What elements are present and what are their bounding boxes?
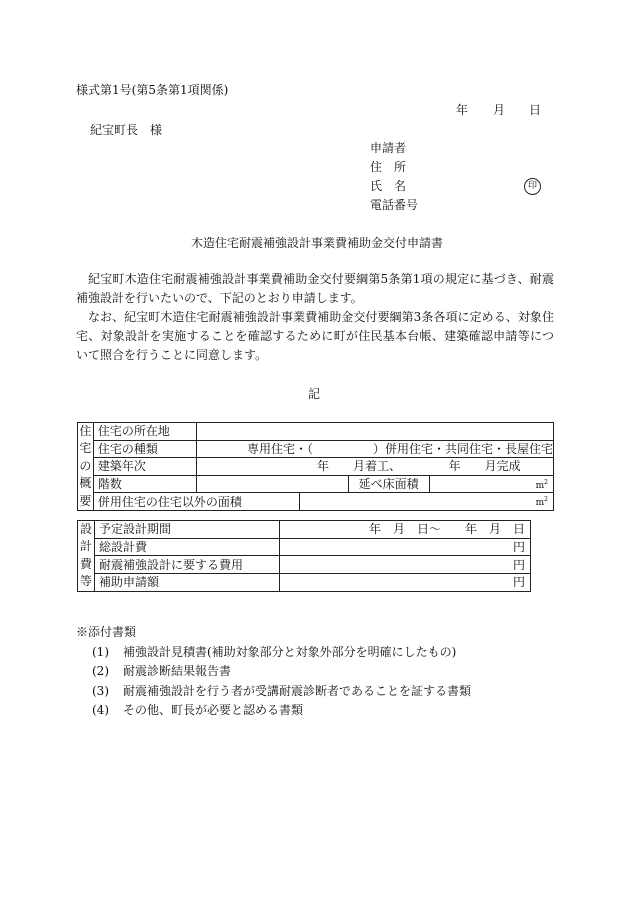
- seismic-cost-value[interactable]: 円: [279, 556, 530, 574]
- location-label: 住宅の所在地: [93, 423, 196, 441]
- total-cost-value[interactable]: 円: [279, 538, 530, 556]
- year-start: 年 月着工、: [316, 459, 401, 474]
- seismic-cost-label: 耐震補強設計に要する費用: [94, 556, 279, 574]
- location-value[interactable]: [196, 423, 553, 441]
- table-row: [78, 556, 531, 574]
- table-row: [78, 521, 531, 539]
- area-unit: $m^2$: [535, 478, 548, 491]
- document-title: 木造住宅耐震補強設計事業費補助金交付申請書: [191, 236, 444, 250]
- form-number: 様式第1号(第5条第1項関係): [76, 83, 229, 97]
- table-row: [78, 475, 554, 493]
- area-unit: $m^2$: [535, 496, 548, 509]
- attachment-text: 耐震診断結果報告書: [123, 664, 232, 678]
- body-paragraph-2: なお、紀宝町木造住宅耐震補強設計事業費補助金交付要綱第3条各項に定める、対象住宅、対象設計を実施することを確認するために町が住民基本台帳、建築確認申請等について照合を行うことに同意します。: [76, 310, 554, 362]
- seal-mark: 印: [524, 178, 541, 195]
- date-day-label: 日: [529, 103, 542, 117]
- applicant-address-label: 住 所: [370, 160, 407, 174]
- attachment-text: 耐震補強設計を行う者が受講耐震診断者であることを証する書類: [123, 684, 472, 698]
- attachment-number: (2): [92, 664, 109, 678]
- subsidy-value[interactable]: 円: [279, 573, 530, 591]
- ki-heading: 記: [308, 387, 321, 401]
- attachment-text: 補強設計見積書(補助対象部分と対象外部分を明確にしたもの): [123, 645, 457, 659]
- floors-label: 階数: [93, 475, 196, 493]
- floor-area-value[interactable]: [429, 475, 553, 493]
- floors-value[interactable]: [196, 475, 348, 493]
- attachments-heading: ※添付書類: [76, 625, 137, 639]
- applicant-name-label: 氏 名: [370, 179, 407, 193]
- floor-area-label: 延べ床面積: [348, 475, 429, 493]
- house-group-label: 住宅の概要: [78, 423, 94, 511]
- addressee: 紀宝町長 様: [90, 123, 163, 137]
- year-label: 建築年次: [93, 458, 196, 476]
- attachment-number: (1): [92, 645, 109, 659]
- attachment-number: (3): [92, 684, 109, 698]
- table-row: [78, 440, 554, 458]
- attachment-item: [92, 704, 303, 716]
- table-row: [78, 423, 554, 441]
- date-year-label: 年: [456, 103, 469, 117]
- attachment-number: (4): [92, 703, 109, 717]
- design-cost-table: [77, 520, 531, 592]
- table-row: [78, 538, 531, 556]
- period-value[interactable]: 年 月 日～ 年 月 日: [279, 521, 530, 539]
- nonres-area-label: 併用住宅の住宅以外の面積: [93, 493, 299, 511]
- type-options[interactable]: 専用住宅・（ ）併用住宅・共同住宅・長屋住宅: [196, 440, 553, 458]
- type-label: 住宅の種類: [93, 440, 196, 458]
- attachment-text: その他、町長が必要と認める書類: [123, 703, 304, 717]
- cost-group-label: 設計費等: [78, 521, 95, 592]
- attachment-item: [92, 646, 456, 658]
- year-end: 年 月完成: [448, 459, 521, 474]
- date-month-label: 月: [493, 103, 506, 117]
- attachment-item: [92, 665, 231, 677]
- attachment-item: [92, 685, 471, 697]
- total-cost-label: 総設計費: [94, 538, 279, 556]
- body-paragraph-1: 紀宝町木造住宅耐震補強設計事業費補助金交付要綱第5条第1項の規定に基づき、耐震補強設計を行いたいので、下記のとおり申請します。: [76, 272, 554, 305]
- nonres-area-value[interactable]: [300, 493, 554, 511]
- applicant-phone-label: 電話番号: [370, 198, 419, 212]
- table-row: [78, 573, 531, 591]
- applicant-label: 申請者: [370, 141, 407, 155]
- year-value[interactable]: [196, 458, 553, 476]
- period-label: 予定設計期間: [94, 521, 279, 539]
- table-row: [78, 458, 554, 476]
- table-row: [78, 493, 554, 511]
- house-overview-table: [77, 422, 554, 511]
- subsidy-label: 補助申請額: [94, 573, 279, 591]
